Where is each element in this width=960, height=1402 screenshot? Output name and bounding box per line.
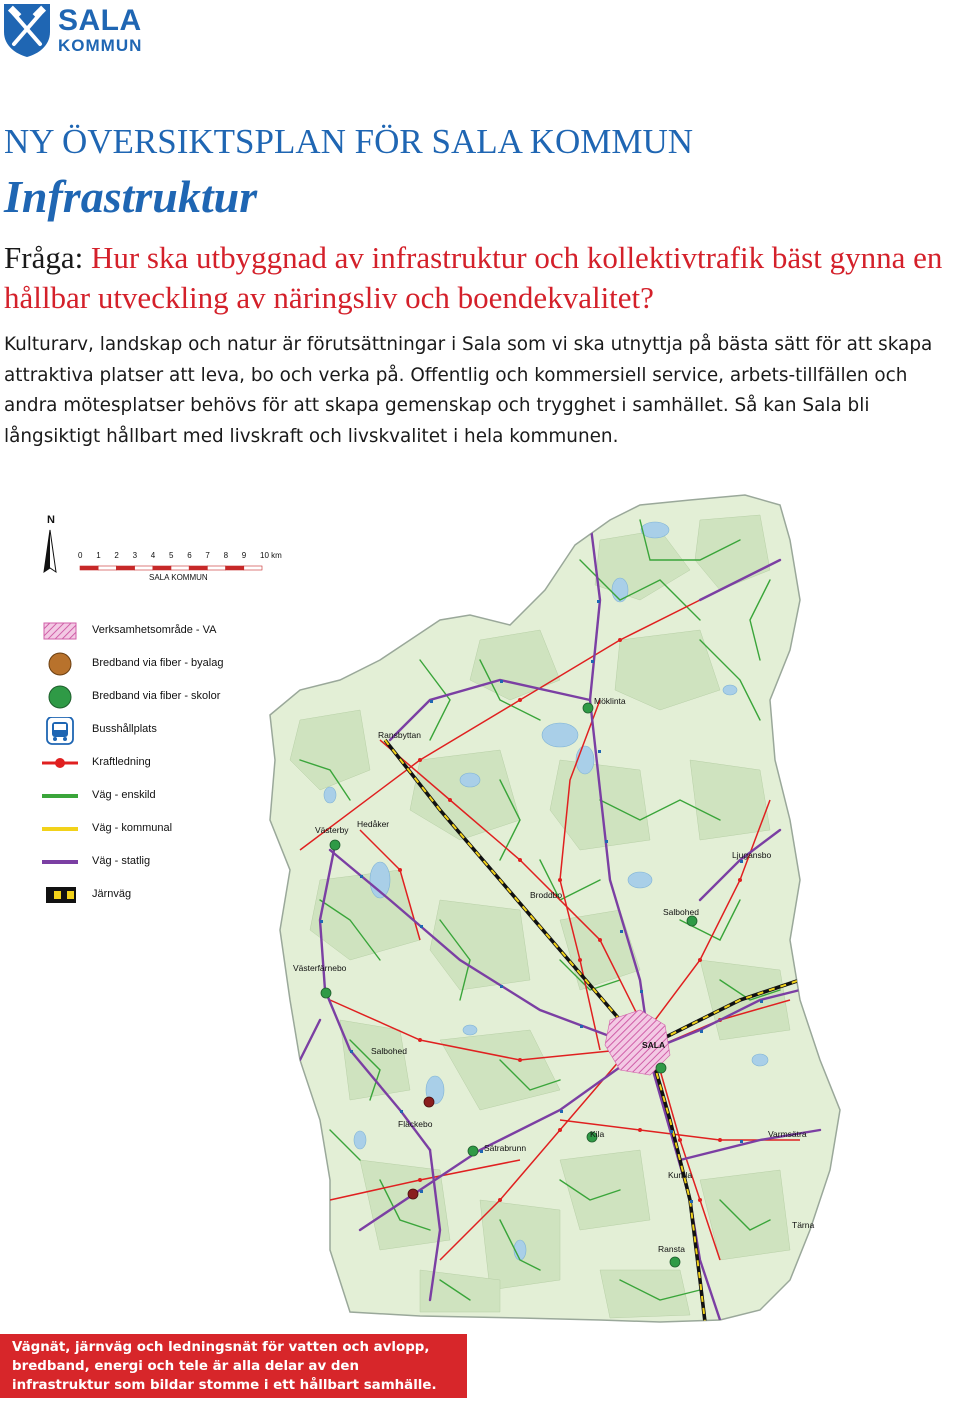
question-label: Fråga: (4, 240, 84, 275)
legend-item-private-road (40, 783, 280, 811)
scale-tick-label: 2 (114, 551, 119, 560)
place-label: Kumla (668, 1170, 693, 1180)
place-label: Salbohed (663, 907, 699, 917)
scale-tick-label: 4 (150, 551, 156, 560)
scale-segment (135, 566, 153, 570)
scale-segment (98, 566, 116, 570)
scale-tick-label: 8 (223, 551, 229, 560)
railway-icon (40, 882, 80, 910)
legend-label: Bredband via fiber - byalag (92, 657, 224, 669)
place-label: Ransbyttan (378, 730, 421, 740)
page-title: NY ÖVERSIKTSPLAN FÖR SALA KOMMUN (4, 122, 694, 161)
place-label: SALA (642, 1040, 666, 1050)
scale-bar (78, 551, 282, 582)
scale-tick-label: 5 (169, 551, 174, 560)
place-label: Möklinta (594, 696, 626, 706)
legend-label: Väg - kommunal (92, 822, 173, 834)
legend-label: Väg - enskild (92, 789, 156, 801)
scale-tick-label: 10 km (260, 551, 282, 560)
power-line-icon (40, 750, 80, 778)
legend-item-state-road (40, 849, 280, 877)
scale-segment (244, 566, 262, 570)
place-label: Ransta (658, 1244, 685, 1254)
place-label: Västerfärnebo (293, 963, 347, 973)
scale-caption: SALA KOMMUN (149, 573, 208, 582)
legend-label: Väg - statlig (92, 855, 151, 867)
caption-text: Vägnät, järnväg och ledningsnät för vatten och avlopp, bredband, energi och tele är alla delar av den infrastruktur som bildar stomme i ett hållbart samhälle. (12, 1340, 437, 1393)
scale-tick-label: 6 (187, 551, 192, 560)
scale-tick-label: 1 (96, 551, 101, 560)
place-label: Hedåker (357, 819, 390, 829)
scale-segment (153, 566, 171, 570)
logo-name: SALA (58, 4, 142, 37)
brown-dot-icon (40, 651, 80, 679)
place-label: Salbohed (371, 1046, 407, 1056)
north-arrow-icon (44, 514, 56, 572)
legend-item-fiber-schools (40, 684, 280, 712)
place-label: Kila (590, 1129, 605, 1139)
scale-segment (226, 566, 244, 570)
bus-stop-icon (40, 717, 80, 745)
legend-label: Busshållplats (92, 723, 157, 735)
hatched-area-icon (40, 618, 80, 646)
place-label: Ljugansbo (732, 850, 772, 860)
legend-label: Järnväg (92, 888, 132, 900)
scale-tick-label: 7 (205, 551, 210, 560)
legend-item-municipal-road (40, 816, 280, 844)
scale-segment (207, 566, 225, 570)
scale-segment (116, 566, 134, 570)
legend-item-power-line (40, 750, 280, 778)
place-label: Broddbo (530, 890, 563, 900)
legend-label: Verksamhetsområde - VA (92, 624, 217, 636)
scale-tick-label: 9 (241, 551, 247, 560)
green-dot-icon (40, 684, 80, 712)
scale-tick-label: 0 (78, 551, 83, 560)
legend-item-bus-stop (40, 717, 280, 745)
logo-sub: KOMMUN (58, 36, 143, 55)
scale-tick-label: 3 (132, 551, 138, 560)
yellow-line-icon (40, 816, 80, 844)
legend-label: Bredband via fiber - skolor (92, 690, 221, 702)
purple-line-icon (40, 849, 80, 877)
green-line-icon (40, 783, 80, 811)
legend-label: Kraftledning (92, 756, 151, 768)
place-label: Tärna (792, 1220, 815, 1230)
question-text: Hur ska utbyggnad av infrastruktur och kollektivtrafik bäst gynna en hållbar utveckling av näringsliv och boendekvalitet? (4, 240, 943, 315)
legend-item-railway (40, 882, 280, 910)
legend-item-fiber-village (40, 651, 280, 679)
north-label: N (47, 514, 55, 526)
caption-box (0, 1334, 467, 1398)
place-label: Västerby (315, 825, 349, 835)
place-label: Fläckebo (398, 1119, 433, 1129)
place-label: Varmsätra (768, 1129, 807, 1139)
page-subtitle: Infrastruktur (4, 171, 258, 222)
intro-paragraph: Kulturarv, landskap och natur är förutsättningar i Sala som vi ska utnyttja på bästa sätt för att skapa attraktiva platser att leva, bo och verka på. Offentlig och kommersiell service, arbets-tillfällen och andra mötesplatser behövs för att skapa gemenskap och trygghet i samhället. Så kan Sala bli långsiktigt hållbart med livskraft och livskvalitet i hela kommunen. (4, 334, 933, 447)
scale-segment (171, 566, 189, 570)
place-label: Sätrabrunn (484, 1143, 527, 1153)
scale-segment (80, 566, 98, 570)
scale-segment (189, 566, 207, 570)
legend-item-va (40, 618, 280, 646)
